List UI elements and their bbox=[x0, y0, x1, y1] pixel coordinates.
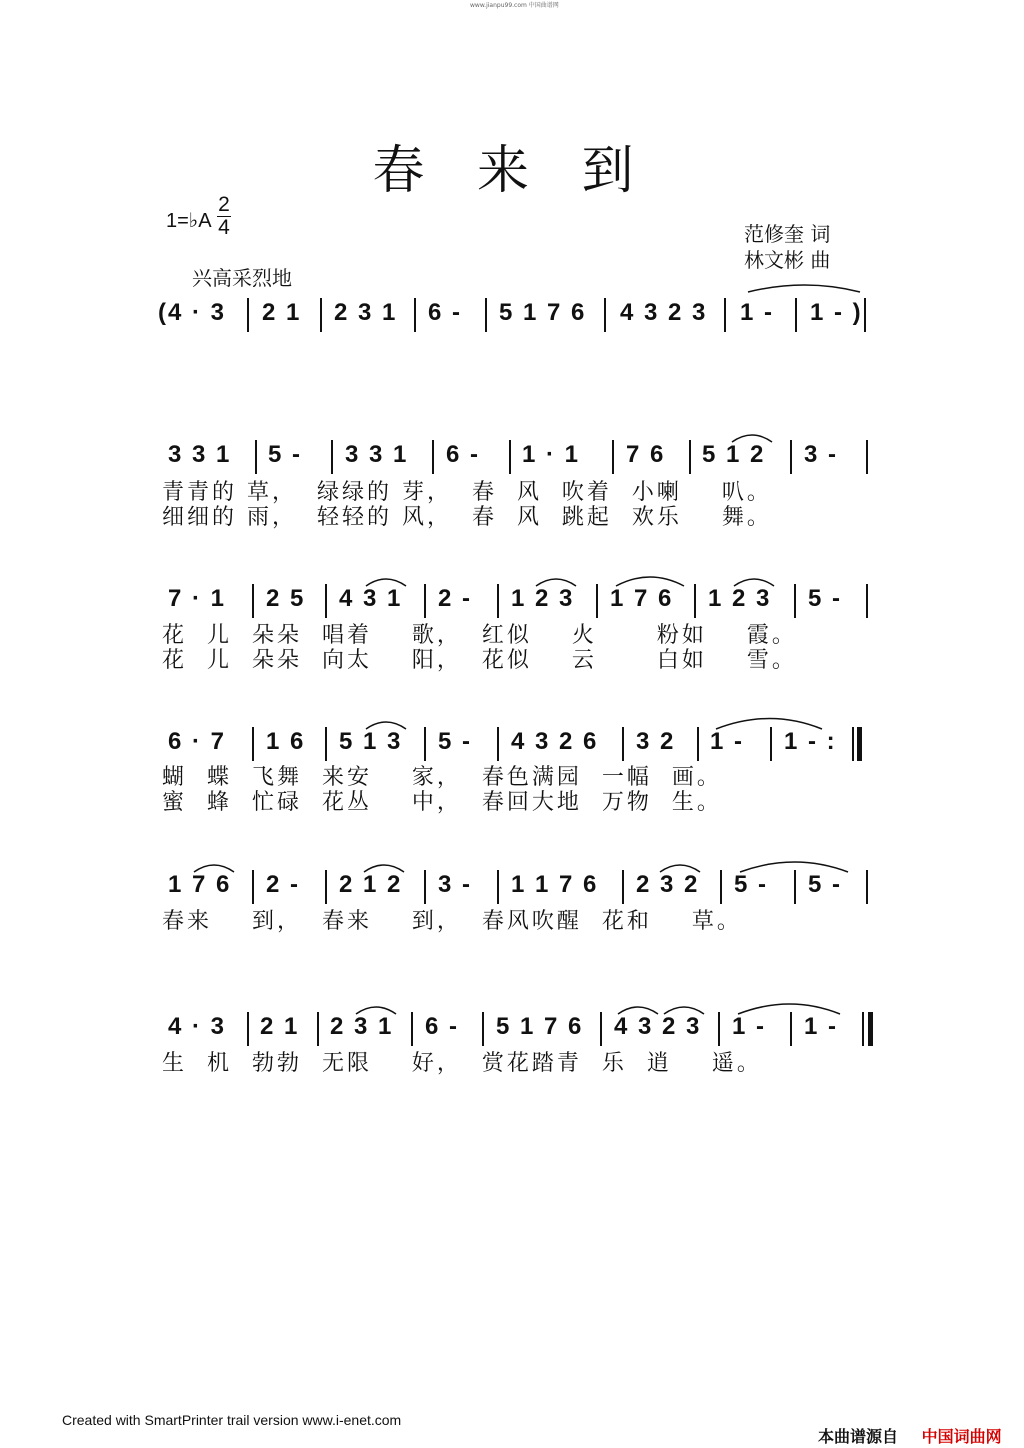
measure: 1 6 bbox=[266, 728, 306, 755]
footer-source-site[interactable]: 中国词曲网 bbox=[921, 1427, 1002, 1446]
measure: 4 · 3 bbox=[168, 1013, 227, 1040]
measure: 1 1 7 6 bbox=[511, 871, 599, 898]
measure: 4 3 2 6 bbox=[511, 728, 599, 755]
measure: 1 - bbox=[804, 1013, 839, 1040]
key-signature: 1=♭A bbox=[166, 210, 212, 232]
slur-arc bbox=[194, 865, 234, 872]
measure: 1 - bbox=[710, 728, 745, 755]
tie-arc bbox=[748, 285, 860, 292]
footer-source-label: 本曲谱源自 bbox=[818, 1427, 899, 1446]
intro-measure-8: 1 - ) bbox=[810, 299, 863, 326]
measure: 1 7 6 bbox=[168, 871, 232, 898]
measure: 3 2 bbox=[636, 728, 676, 755]
measure: 6 · 7 bbox=[168, 728, 227, 755]
measure: 5 - bbox=[438, 728, 473, 755]
measure: 5 - bbox=[268, 441, 303, 468]
measure: 2 1 2 bbox=[339, 871, 403, 898]
tempo-marking: 兴高采烈地 bbox=[192, 266, 292, 290]
intro-measure-7: 1 - bbox=[740, 299, 775, 326]
intro-measure-1: (4 · 3 bbox=[158, 299, 227, 326]
measure: 1 2 3 bbox=[511, 585, 575, 612]
measure: 2 1 bbox=[260, 1013, 300, 1040]
measure: 4 3 1 bbox=[339, 585, 403, 612]
intro-measure-5: 5 1 7 6 bbox=[499, 299, 587, 326]
measure: 1 - bbox=[732, 1013, 767, 1040]
intro-measure-2: 2 1 bbox=[262, 299, 302, 326]
measure: 1 - : bbox=[784, 728, 837, 755]
slur-arc bbox=[664, 1007, 704, 1014]
lyric-line: 蜜 蜂 忙碌 花丛 中， 春回大地 万物 生。 bbox=[162, 790, 722, 815]
measure: 5 1 3 bbox=[339, 728, 403, 755]
measure: 2 3 2 bbox=[636, 871, 700, 898]
measure: 6 - bbox=[425, 1013, 460, 1040]
lyric-line: 蝴 蝶 飞舞 来安 家， 春色满园 一幅 画。 bbox=[162, 765, 722, 790]
lyric-line: 细细的 雨， 轻轻的 风， 春 风 跳起 欢乐 舞。 bbox=[162, 505, 772, 530]
measure: 5 - bbox=[808, 585, 843, 612]
measure: 2 5 bbox=[266, 585, 306, 612]
lyric-line: 生 机 勃勃 无限 好， 赏花踏青 乐 逍 遥。 bbox=[162, 1051, 762, 1076]
measure: 2 - bbox=[438, 585, 473, 612]
footer-source bbox=[818, 1424, 1002, 1447]
time-signature-bottom: 4 bbox=[218, 216, 230, 239]
measure: 7 · 1 bbox=[168, 585, 227, 612]
measure: 1 · 1 bbox=[522, 441, 581, 468]
song-title: 春 来 到 bbox=[372, 141, 652, 201]
slur-arc bbox=[366, 722, 406, 729]
slur-arc bbox=[364, 865, 404, 872]
intro-measure-6: 4 3 2 3 bbox=[620, 299, 708, 326]
slur-arc bbox=[732, 435, 772, 442]
intro-measure-4: 6 - bbox=[428, 299, 463, 326]
measure: 5 1 7 6 bbox=[496, 1013, 584, 1040]
slur-arc bbox=[356, 1007, 396, 1014]
footer-watermark: Created with SmartPrinter trail version www.i-enet.com bbox=[62, 1412, 402, 1428]
slur-arc bbox=[366, 579, 406, 586]
composer-credit: 林文彬 曲 bbox=[744, 248, 831, 272]
slur-arc bbox=[660, 865, 700, 872]
measure: 5 - bbox=[808, 871, 843, 898]
tie-arc bbox=[740, 862, 848, 872]
intro-measure-3: 2 3 1 bbox=[334, 299, 398, 326]
lyric-line: 花 儿 朵朵 唱着 歌， 红似 火 粉如 霞。 bbox=[162, 623, 797, 648]
measure: 3 3 1 bbox=[168, 441, 232, 468]
measure: 5 1 2 bbox=[702, 441, 766, 468]
slur-arc bbox=[616, 577, 684, 586]
measure: 2 3 1 bbox=[330, 1013, 394, 1040]
slur-arc bbox=[618, 1007, 658, 1014]
tie-arc bbox=[738, 1004, 840, 1014]
lyricist-credit: 范修奎 词 bbox=[744, 222, 831, 246]
measure: 3 3 1 bbox=[345, 441, 409, 468]
measure: 2 - bbox=[266, 871, 301, 898]
measure: 5 - bbox=[734, 871, 769, 898]
time-signature-top: 2 bbox=[218, 193, 230, 216]
measure: 7 6 bbox=[626, 441, 666, 468]
slur-arc bbox=[536, 579, 576, 586]
measure: 6 - bbox=[446, 441, 481, 468]
lyric-line: 春来 到， 春来 到， 春风吹醒 花和 草。 bbox=[162, 909, 742, 934]
measure: 1 2 3 bbox=[708, 585, 772, 612]
measure: 4 3 2 3 bbox=[614, 1013, 702, 1040]
measure: 1 7 6 bbox=[610, 585, 674, 612]
lyric-line: 花 儿 朵朵 向太 阳， 花似 云 白如 雪。 bbox=[162, 648, 797, 673]
tie-arc bbox=[716, 719, 822, 730]
top-note: www.jianpu99.com 中国曲谱网 bbox=[470, 2, 559, 9]
lyric-line: 青青的 草， 绿绿的 芽， 春 风 吹着 小喇 叭。 bbox=[162, 480, 772, 505]
measure: 3 - bbox=[438, 871, 473, 898]
measure: 3 - bbox=[804, 441, 839, 468]
slur-arc bbox=[734, 579, 774, 586]
